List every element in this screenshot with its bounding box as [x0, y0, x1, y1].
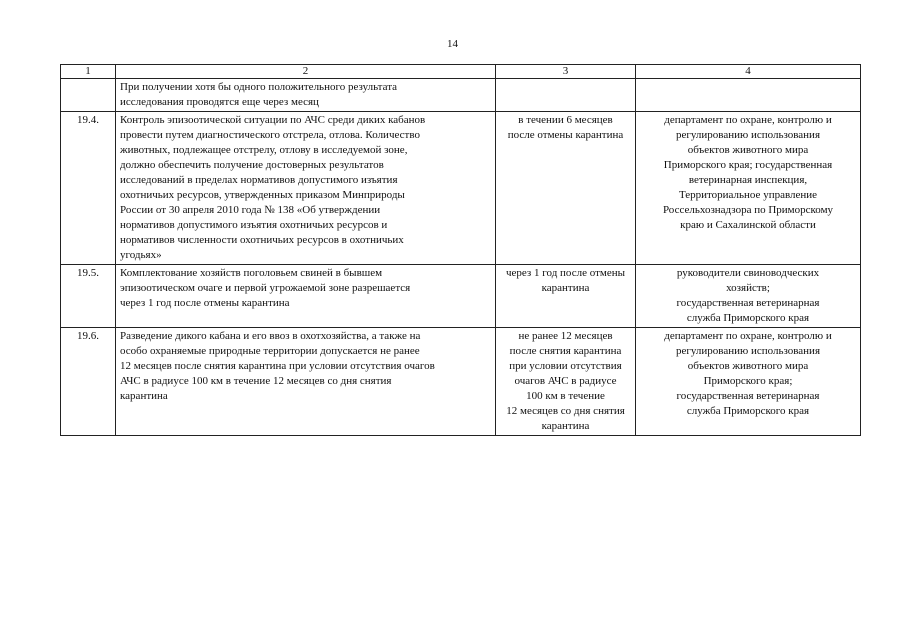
responsible-cell [636, 328, 861, 436]
page-number: 14 [447, 38, 458, 50]
measure-text: Комплектование хозяйств поголовьем свиней в бывшем эпизоотическом очаге и первой угрожаемой зоне разрешается через 1 год после отмены карантина [120, 267, 411, 309]
column-header-1: 1 [61, 65, 116, 79]
table-header-row [61, 65, 861, 79]
term-cell [496, 265, 636, 328]
term-cell [496, 112, 636, 265]
term-text: через 1 год после отмены карантина [506, 267, 625, 294]
measure-cell [116, 112, 496, 265]
term-text: не ранее 12 месяцев после снятия карантина при условии отсутствия очагов АЧС в радиусе 100 км в течение 12 месяцев со дня снятия карантина [506, 330, 625, 432]
table-row [61, 265, 861, 328]
responsible-text: руководители свиноводческих хозяйств; государственная ветеринарная служба Приморского края [676, 267, 820, 324]
measure-cell [116, 265, 496, 328]
responsible-cell [636, 79, 861, 112]
column-header-2: 2 [116, 65, 496, 79]
measure-cell [116, 328, 496, 436]
measure-cell [116, 79, 496, 112]
table-row [61, 112, 861, 265]
measures-table [60, 64, 861, 436]
row-number: 19.6. [77, 330, 99, 342]
row-number: 19.5. [77, 267, 99, 279]
measure-text: Разведение дикого кабана и его ввоз в охотхозяйства, а также на особо охраняемые природные территории допускается не ранее 12 месяцев после снятия карантина при условии отсутствия очагов АЧС в радиусе 100 км в течение 12 месяцев со дня снятия карантина [120, 330, 435, 402]
row-number: 19.4. [77, 114, 99, 126]
term-cell [496, 328, 636, 436]
responsible-text: департамент по охране, контролю и регулированию использования объектов животного мира Приморского края; государственная ветеринарная служба Приморского края [664, 330, 832, 417]
column-header-4: 4 [636, 65, 861, 79]
row-number-cell [61, 112, 116, 265]
row-number-cell [61, 79, 116, 112]
responsible-text: департамент по охране, контролю и регулированию использования объектов животного мира Приморского края; государственная ветеринарная инспекция, Территориальное управление Россельхознадзора по Приморскому краю и Сахалинской области [662, 114, 834, 231]
row-number-cell [61, 328, 116, 436]
end-divider-line [391, 435, 509, 436]
responsible-cell [636, 265, 861, 328]
measure-text: Контроль эпизоотической ситуации по АЧС среди диких кабанов провести путем диагностического отстрела, отлова. Количество животных, подлежащее отстрелу, отлову в исследуемой зоне, должно обеспечить получение достоверных результатов исследований в пределах нормативов допустимого изъятия охотничьих ресурсов, утвержденных приказом Минприроды России от 30 апреля 2010 года № 138 «Об утверждении нормативов допустимого изъятия охотничьих ресурсов и нормативов численности охотничьих ресурсов в охотничьих угодьях» [120, 114, 426, 261]
row-number-cell [61, 265, 116, 328]
measure-text: При получении хотя бы одного положительного результата исследования проводятся еще через месяц [120, 81, 398, 108]
term-text: в течении 6 месяцев после отмены карантина [507, 114, 624, 141]
column-header-3: 3 [496, 65, 636, 79]
responsible-cell [636, 112, 861, 265]
table-row [61, 79, 861, 112]
term-cell [496, 79, 636, 112]
table-row [61, 328, 861, 436]
